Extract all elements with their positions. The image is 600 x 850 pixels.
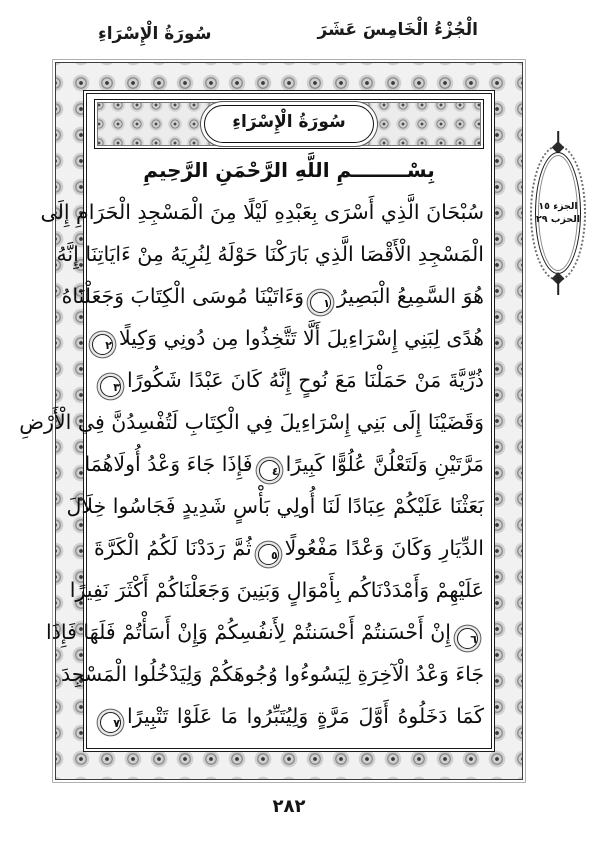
verse-text: إِنْ أَحْسَنتُمْ أَحْسَنتُمْ لِأَنفُسِكُمْ وَإِنْ أَسَأْتُمْ فَلَهَا فَإِذَا — [46, 620, 451, 644]
quran-line — [19, 401, 484, 443]
inner-frame — [19, 90, 495, 752]
ayah-end-marker: ٦ — [457, 628, 478, 649]
hizb-number-label: الحزب ٢٩ — [535, 214, 581, 225]
verse-text: سُبْحَانَ الَّذِي أَسْرَى بِعَبْدِهِ لَيْلًا مِنَ الْمَسْجِدِ الْحَرَامِ إِلَى — [40, 200, 484, 224]
surah-title: سُورَةُ الْإِسْرَاءِ — [232, 112, 346, 133]
ayah-end-marker: ٥ — [258, 544, 279, 565]
verse-text: وَقَضَيْنَا إِلَى بَنِي إِسْرَاءِيلَ فِي الْكِتَابِ لَتُفْسِدُنَّ فِي الْأَرْضِ — [19, 410, 484, 434]
verse-text: بَعَثْنَا عَلَيْكُمْ عِبَادًا لَنَا أُولِي بَأْسٍ شَدِيدٍ فَجَاسُوا خِلَالَ — [66, 494, 484, 518]
verse-text: ثُمَّ رَدَدْنَا لَكُمُ الْكَرَّةَ — [94, 536, 252, 560]
quran-text-block — [19, 191, 484, 737]
quran-line — [56, 233, 484, 275]
verse-text: وَءَاتَيْنَا مُوسَى الْكِتَابَ وَجَعَلْنَاهُ — [61, 284, 304, 308]
quran-line — [94, 317, 484, 359]
ayah-end-marker: ١ — [310, 292, 331, 313]
verse-text: جَاءَ وَعْدُ الْآخِرَةِ لِيَسُوءُوا وُجُوهَكُمْ وَلِيَدْخُلُوا الْمَسْجِدَ — [60, 662, 484, 686]
quran-line — [84, 443, 484, 485]
surah-title-band — [94, 99, 484, 149]
verse-text: هُدًى لِبَنِي إِسْرَاءِيلَ أَلَّا تَتَّخِذُوا مِن دُونِي وَكِيلًا — [118, 326, 484, 350]
quran-line — [94, 527, 484, 569]
verse-text: فَإِذَا جَاءَ وَعْدُ أُولَاهُمَا — [84, 452, 253, 476]
quran-line — [94, 695, 484, 737]
surah-title-cartouche — [204, 105, 374, 143]
page-number: ٢٨٢ — [272, 796, 306, 817]
quran-line — [60, 653, 484, 695]
verse-text: الدِّيَارِ وَكَانَ وَعْدًا مَفْعُولًا — [284, 536, 484, 560]
quran-line — [66, 485, 484, 527]
ayah-end-marker: ٧ — [100, 712, 121, 733]
juz-hizb-medallion — [529, 131, 587, 295]
verse-text: مَرَّتَيْنِ وَلَتَعْلُنَّ عُلُوًّا كَبِيرًا — [285, 452, 484, 476]
quran-line — [69, 569, 484, 611]
quran-line — [61, 275, 484, 317]
medallion-stem-bottom — [557, 277, 559, 295]
ayah-end-marker: ٤ — [259, 460, 280, 481]
quran-line — [94, 359, 484, 401]
juz-header-label: الْجُزْءُ الْخَامِسَ عَشَرَ — [317, 20, 478, 40]
ornate-border-frame — [19, 62, 523, 780]
verse-text: كَمَا دَخَلُوهُ أَوَّلَ مَرَّةٍ وَلِيُتَبِّرُوا مَا عَلَوْا تَتْبِيرًا — [127, 704, 484, 728]
basmala: بِسْــــــــمِ اللَّهِ الرَّحْمَنِ الرَّحِيمِ — [143, 158, 435, 182]
juz-number-label: الجزء ١٥ — [538, 201, 578, 212]
ayah-end-marker: ٣ — [100, 376, 121, 397]
ayah-end-marker: ٢ — [92, 334, 113, 355]
verse-text: هُوَ السَّمِيعُ الْبَصِيرُ — [336, 284, 484, 308]
verse-text: ذُرِّيَّةَ مَنْ حَمَلْنَا مَعَ نُوحٍ إِنَّهُ كَانَ عَبْدًا شَكُورًا — [127, 368, 484, 392]
medallion-body — [535, 152, 581, 274]
text-frame — [19, 93, 492, 749]
quran-line — [46, 611, 484, 653]
verse-text: الْمَسْجِدِ الْأَقْصَا الَّذِي بَارَكْنَا حَوْلَهُ لِنُرِيَهُ مِنْ ءَايَاتِنَا إِنَّهُ — [56, 242, 484, 266]
surah-header-label: سُورَةُ الْإِسْرَاءِ — [98, 24, 212, 44]
quran-line — [40, 191, 484, 233]
verse-text: عَلَيْهِمْ وَأَمْدَدْنَاكُم بِأَمْوَالٍ وَبَنِينَ وَجَعَلْنَاكُمْ أَكْثَرَ نَفِيرًا — [69, 578, 484, 602]
